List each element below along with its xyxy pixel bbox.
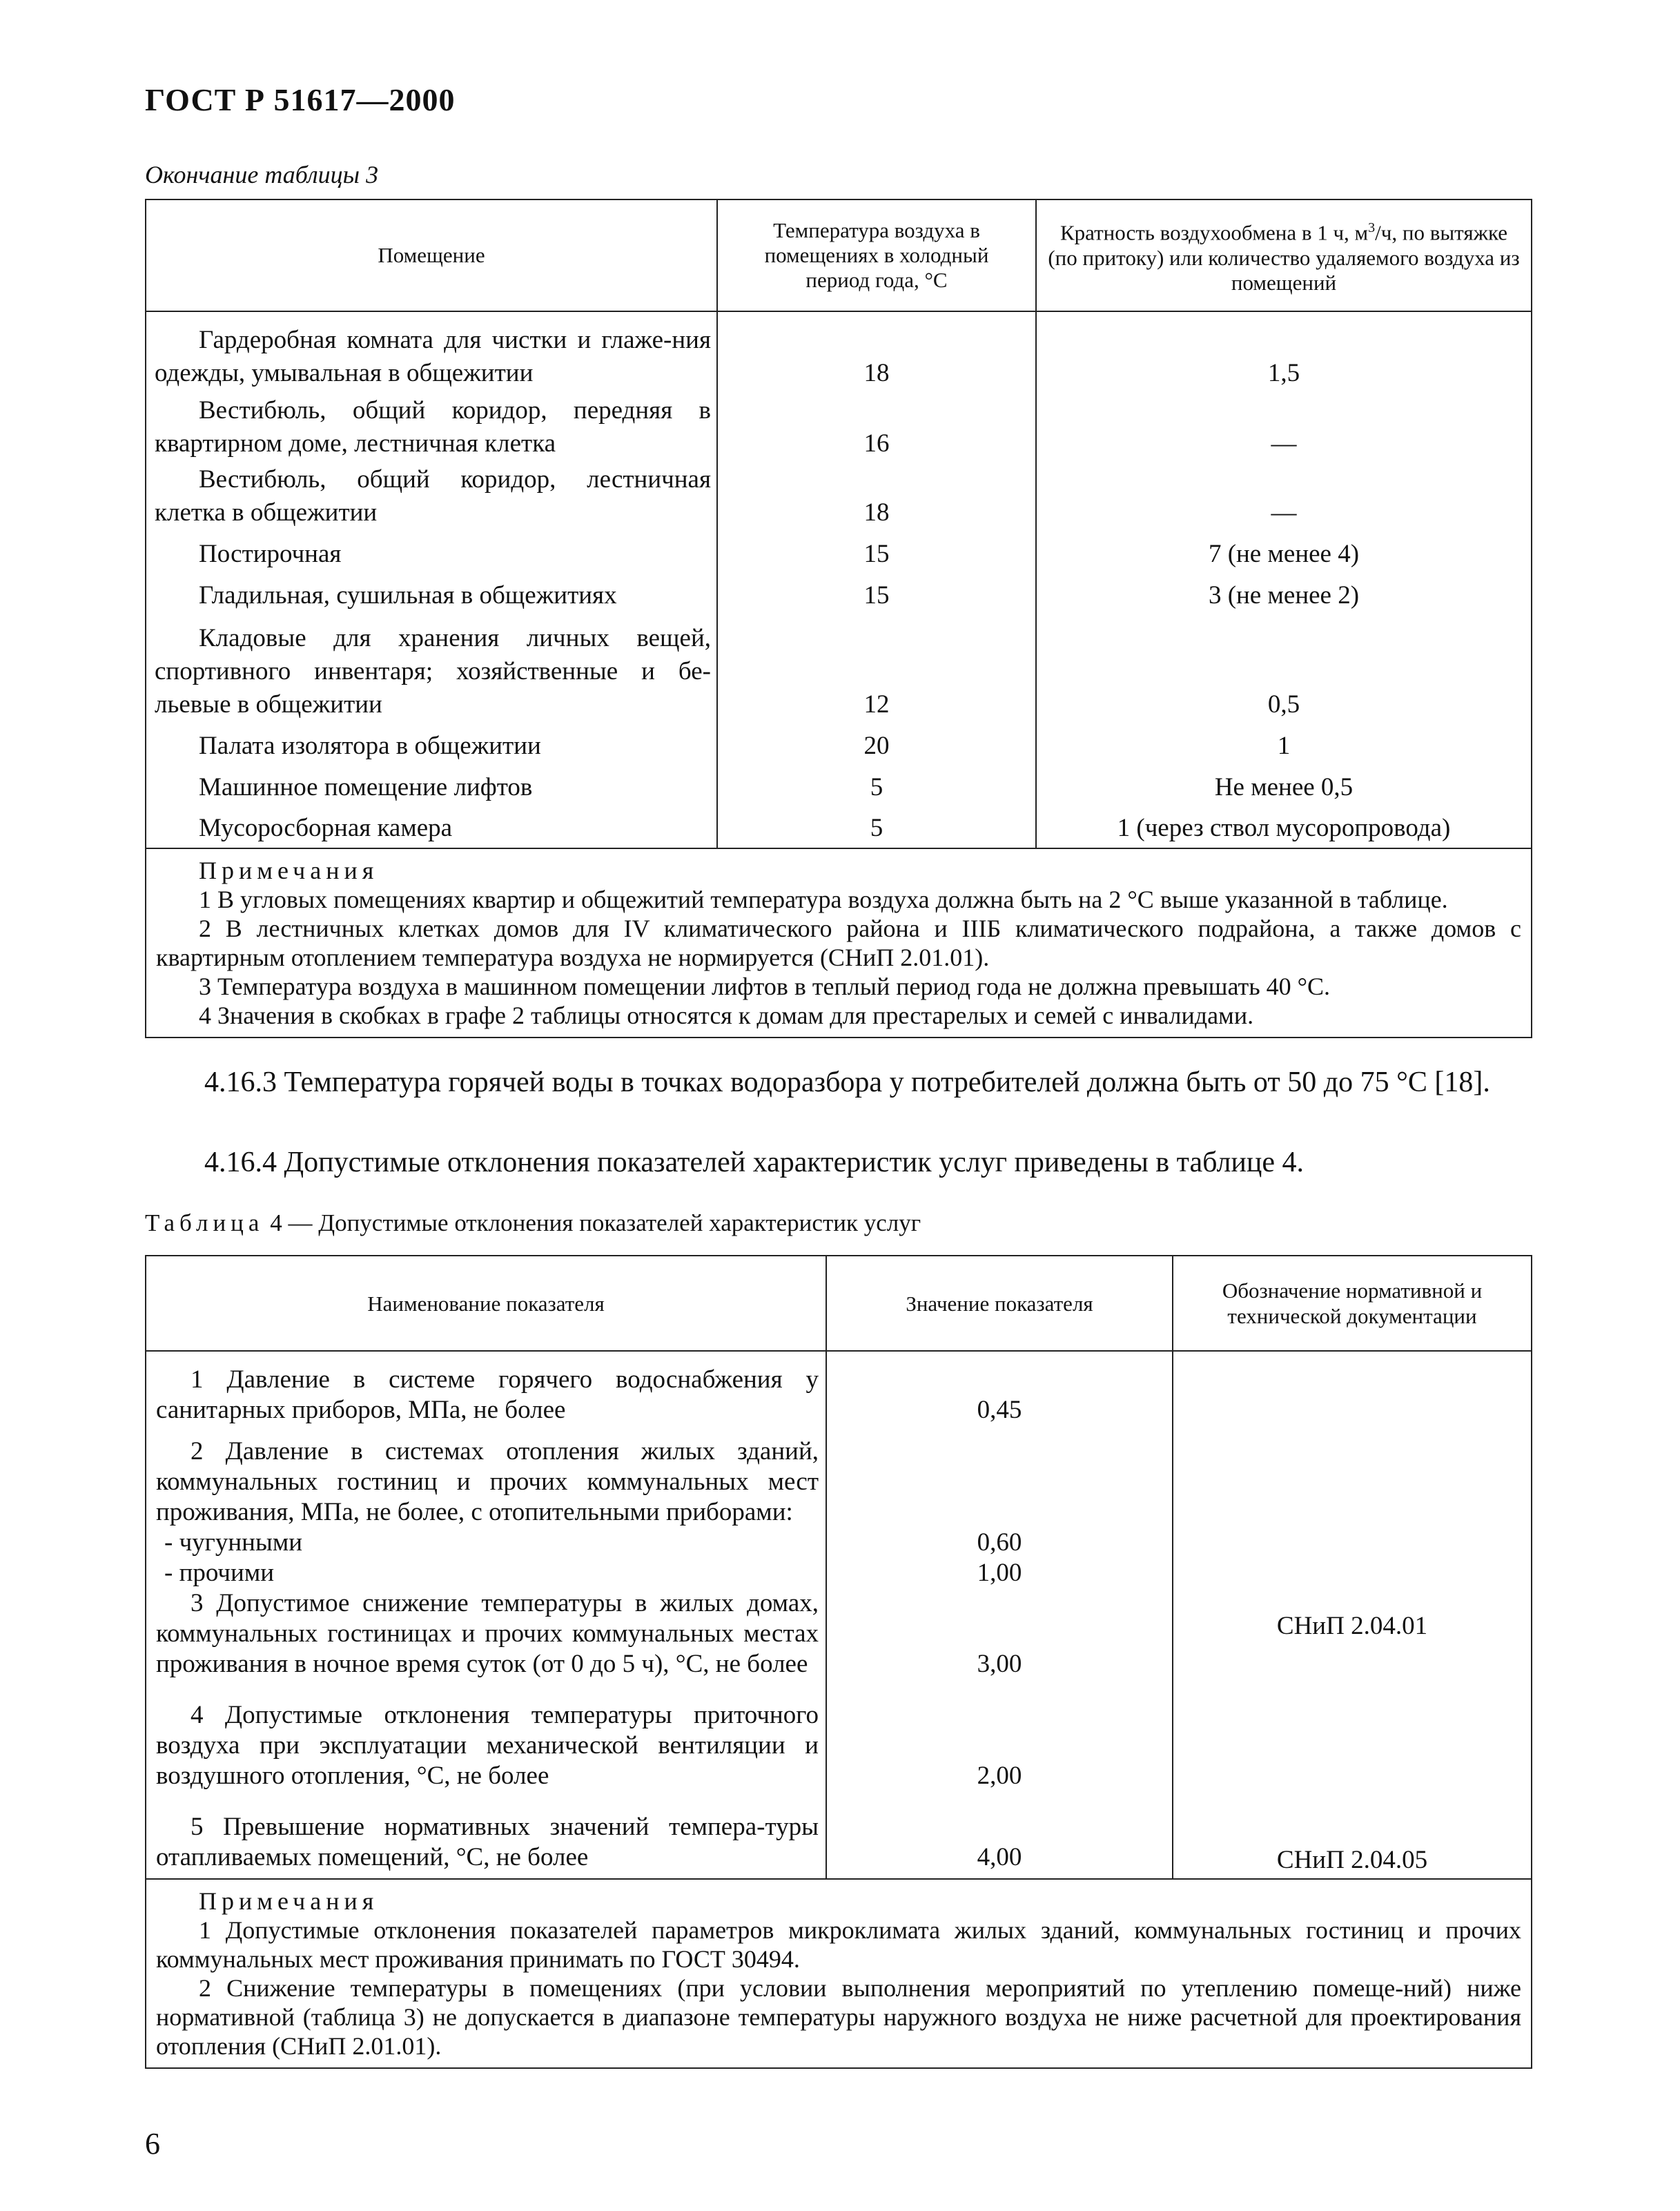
- table3-row-temp: 5: [717, 807, 1036, 848]
- table4-row3-text: 3 Допустимое снижение температуры в жилых домах, коммунальных гостиницах и прочих коммунальных местах проживания в ночное время суток (от 0 до 5 ч), °C, не более: [156, 1589, 819, 1678]
- table4-row-name: 1 Давление в системе горячего водоснабжения у санитарных приборов, МПа, не более: [146, 1351, 826, 1428]
- note-item: 2 В лестничных клетках домов для IV климатического района и IIIБ климатического подрайона, а также домов с квартирным отоплением температура воздуха не нормируется (СНиП 2.01.01).: [156, 915, 1521, 971]
- page-number: 6: [145, 2127, 160, 2161]
- table3-row-temp: 5: [717, 766, 1036, 807]
- table4-row-name: 5 Превышение нормативных значений темпера-туры отапливаемых помещений, °C, не более: [146, 1794, 826, 1876]
- table4-row-name: 4 Допустимые отклонения температуры приточного воздуха при эксплуатации механической вентиляции и воздушного отопления, °C, не более: [146, 1682, 826, 1794]
- paragraph-4-16-3: 4.16.3 Температура горячей воды в точках водоразбора у потребителей должна быть от 50 до 75 °C [18].: [204, 1066, 1490, 1098]
- table3-row-temp: 20: [717, 724, 1036, 766]
- table-row: [146, 724, 1532, 766]
- table3-row-temp: 15: [717, 532, 1036, 574]
- table4-doc-cell-5: СНиП 2.04.05: [1173, 1876, 1532, 1879]
- table4-caption: [145, 1209, 921, 1237]
- table-row: [146, 615, 1532, 724]
- table3-row-exchange: 1: [1036, 724, 1532, 766]
- table4-row-name: [146, 1428, 826, 1682]
- notes-title: Примечания: [199, 857, 379, 884]
- table3-row-exchange: 0,5: [1036, 615, 1532, 724]
- table3-col-room: Помещение: [146, 199, 717, 311]
- table4-doc-cell: СНиП 2.04.01: [1173, 1351, 1532, 1876]
- table4-value-a: 0,60: [977, 1528, 1022, 1557]
- table3-row-exchange: 1,5: [1036, 311, 1532, 393]
- table4-row2-sub-b: - прочими: [164, 1559, 275, 1587]
- table4-row-value: 0,45: [826, 1351, 1173, 1428]
- note-item: 3 Температура воздуха в машинном помещении лифтов в теплый период года не должна превышать 40 °C.: [199, 973, 1331, 1000]
- table3-row-exchange: —: [1036, 393, 1532, 463]
- table3-row-temp: 18: [717, 311, 1036, 393]
- table-row: [146, 393, 1532, 463]
- table4-row-value: [826, 1428, 1173, 1682]
- table3-row-temp: 15: [717, 574, 1036, 615]
- table3-row-name: Гладильная, сушильная в общежитиях: [146, 574, 717, 615]
- table4-caption-label: Таблица: [145, 1209, 264, 1236]
- table3-row-exchange: 3 (не менее 2): [1036, 574, 1532, 615]
- table-row: [146, 532, 1532, 574]
- table4-header-row: [146, 1256, 1532, 1351]
- table4-value-b: 1,00: [977, 1559, 1022, 1587]
- table3-continuation-label: Окончание таблицы 3: [145, 161, 379, 188]
- table3-row-temp: 12: [717, 615, 1036, 724]
- table4-row2-sub-a: - чугунными: [164, 1528, 303, 1557]
- table3-row-exchange: —: [1036, 463, 1532, 532]
- table3-row-temp: 16: [717, 393, 1036, 463]
- table3-notes: [146, 848, 1532, 1038]
- note-item: 4 Значения в скобках в графе 2 таблицы относятся к домам для престарелых и семей с инвалидами.: [199, 1002, 1254, 1029]
- table4-col-name: Наименование показателя: [146, 1256, 826, 1351]
- table3-row-name: Кладовые для хранения личных вещей, спортивного инвентаря; хозяйственные и бе-льевые в общежитии: [146, 615, 717, 724]
- table4-row-value: 2,00: [826, 1682, 1173, 1794]
- table3-row-exchange: 7 (не менее 4): [1036, 532, 1532, 574]
- table3-col-exchange: Кратность воздухообмена в 1 ч, $м^3/ч$, по вытяжке (по притоку) или количество удаляемого воздуха из помещений: [1036, 199, 1532, 311]
- table3: [145, 199, 1532, 1038]
- table3-row-name: Мусоросборная камера: [146, 807, 717, 848]
- table4-col-doc: Обозначение нормативной и технической документации: [1173, 1256, 1532, 1351]
- document-header: ГОСТ Р 51617—2000: [145, 82, 456, 117]
- note-item: 1 В угловых помещениях квартир и общежитий температура воздуха должна быть на 2 °C выше указанной в таблице.: [199, 886, 1448, 913]
- table3-col-temp: Температура воздуха в помещениях в холодный период года, °C: [717, 199, 1036, 311]
- table3-row-name: Постирочная: [146, 532, 717, 574]
- table-row: [146, 807, 1532, 848]
- table4: [145, 1255, 1532, 2069]
- table3-row-name: Вестибюль, общий коридор, лестничная клетка в общежитии: [146, 463, 717, 532]
- table3-notes-cell: [146, 848, 1532, 1038]
- table3-row-name: Палата изолятора в общежитии: [146, 724, 717, 766]
- table3-row-exchange: 1 (через ствол мусоропровода): [1036, 807, 1532, 848]
- note-item: 2 Снижение температуры в помещениях (при условии выполнения мероприятий по утеплению помеще-ний) ниже нормативной (таблица 3) не допускается в диапазоне температуры наружного воздуха не ниже расчетной для проектирования отопления (СНиП 2.01.01).: [156, 1974, 1521, 2060]
- table-row: [146, 1351, 1532, 1428]
- note-item: 1 Допустимые отклонения показателей параметров микроклимата жилых зданий, коммунальных гостиниц и прочих коммунальных мест проживания принимать по ГОСТ 30494.: [156, 1916, 1521, 1973]
- table4-value-3: 3,00: [977, 1650, 1022, 1678]
- table4-notes-cell: [146, 1879, 1532, 2068]
- table-row: [146, 311, 1532, 393]
- table4-col-value: Значение показателя: [826, 1256, 1173, 1351]
- table4-notes: [146, 1879, 1532, 2068]
- table-row: [146, 574, 1532, 615]
- table3-row-name: Гардеробная комната для чистки и глаже-ния одежды, умывальная в общежитии: [146, 311, 717, 393]
- table4-row-value: 4,00: [826, 1794, 1173, 1876]
- table3-row-name: Вестибюль, общий коридор, передняя в квартирном доме, лестничная клетка: [146, 393, 717, 463]
- table3-header-row: [146, 199, 1532, 311]
- table-row: [146, 463, 1532, 532]
- notes-title: Примечания: [199, 1887, 379, 1915]
- table-row: [146, 766, 1532, 807]
- table3-row-temp: 18: [717, 463, 1036, 532]
- table4-row2-text: 2 Давление в системах отопления жилых зданий, коммунальных гостиниц и прочих коммунальных мест проживания, МПа, не более, с отопительными приборами:: [156, 1437, 819, 1526]
- paragraph-4-16-4: 4.16.4 Допустимые отклонения показателей характеристик услуг приведены в таблице 4.: [204, 1147, 1305, 1178]
- table3-row-exchange: Не менее 0,5: [1036, 766, 1532, 807]
- table4-caption-title: 4 — Допустимые отклонения показателей характеристик услуг: [270, 1209, 921, 1236]
- table3-row-name: Машинное помещение лифтов: [146, 766, 717, 807]
